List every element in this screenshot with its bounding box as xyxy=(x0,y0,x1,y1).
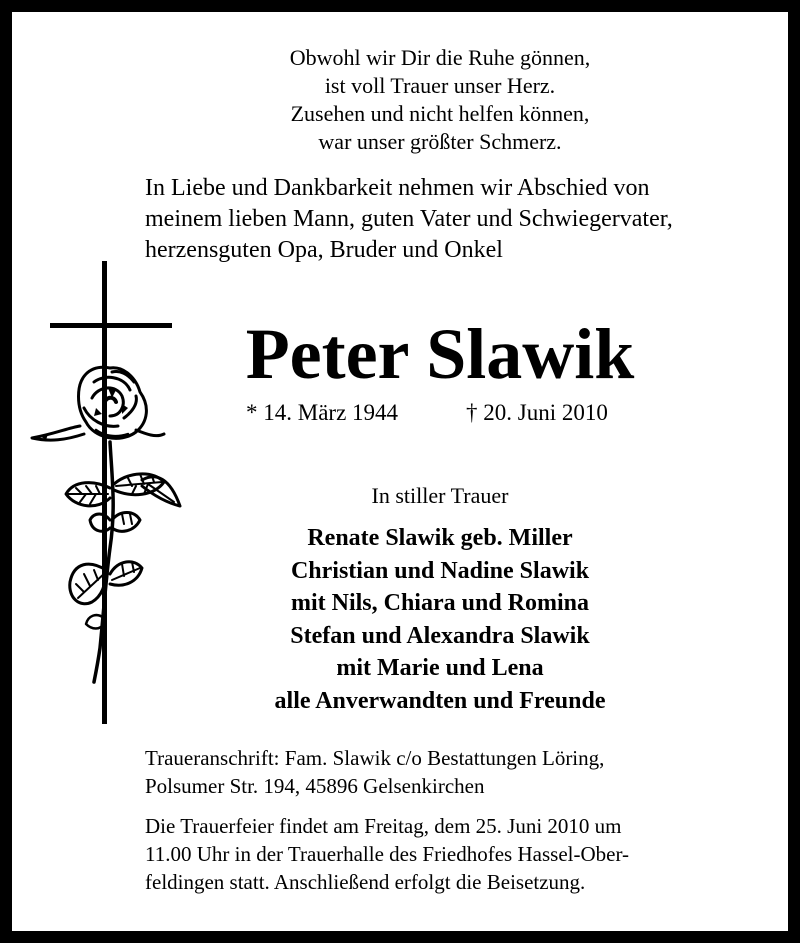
mourner-line: mit Nils, Chiara und Romina xyxy=(290,590,590,617)
mourner-line: Christian und Nadine Slawik xyxy=(290,557,590,584)
funeral-info xyxy=(145,812,785,896)
poem xyxy=(0,44,800,156)
funeral-line: Die Trauerfeier findet am Freitag, dem 25. Juni 2010 um xyxy=(145,814,622,838)
poem-line: Zusehen und nicht helfen können, xyxy=(290,101,590,126)
address-line: Traueranschrift: Fam. Slawik c/o Bestattungen Löring, xyxy=(145,746,605,770)
mourning-heading: In stiller Trauer xyxy=(371,483,509,508)
death-date: † 20. Juni 2010 xyxy=(466,400,608,425)
funeral-line: 11.00 Uhr in der Trauerhalle des Friedhofes Hassel-Ober- xyxy=(145,842,630,866)
intro-line: herzensguten Opa, Bruder und Onkel xyxy=(145,237,503,263)
mourning-address xyxy=(145,744,785,800)
intro-text xyxy=(145,173,785,266)
intro-line: In Liebe und Dankbarkeit nehmen wir Abschied von xyxy=(145,175,650,201)
intro-line: meinem lieben Mann, guten Vater und Schwiegervater, xyxy=(145,206,673,232)
mourner-line: Renate Slawik geb. Miller xyxy=(307,525,573,551)
birth-date: * 14. März 1944 xyxy=(246,400,399,425)
funeral-line: feldingen statt. Anschließend erfolgt die Beisetzung. xyxy=(145,870,586,894)
mourners-list xyxy=(0,522,800,718)
poem-line: ist voll Trauer unser Herz. xyxy=(324,73,556,98)
mourner-line: alle Anverwandten und Freunde xyxy=(274,687,606,714)
mourner-line: Stefan und Alexandra Slawik xyxy=(290,622,590,649)
deceased-name: Peter Slawik xyxy=(245,314,635,394)
poem-line: war unser größter Schmerz. xyxy=(318,129,562,154)
poem-line: Obwohl wir Dir die Ruhe gönnen, xyxy=(289,45,591,70)
address-line: Polsumer Str. 194, 45896 Gelsenkirchen xyxy=(145,774,485,798)
mourner-line: mit Marie und Lena xyxy=(336,655,544,682)
